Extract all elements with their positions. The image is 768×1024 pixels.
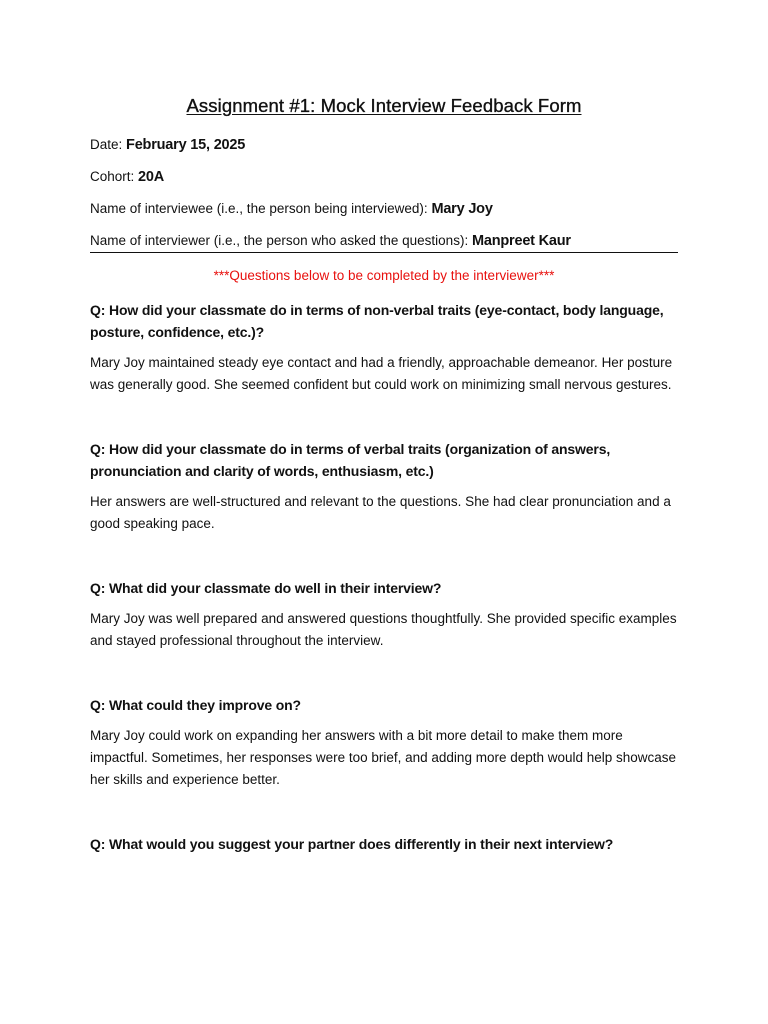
question-block-verbal (90, 438, 678, 535)
interviewer-notice: ***Questions below to be completed by the interviewer*** (213, 268, 555, 283)
horizontal-divider (90, 252, 678, 253)
question-heading: Q: What did your classmate do well in their interview? (90, 580, 442, 596)
question-heading: Q: What could they improve on? (90, 697, 301, 713)
question-heading: Q: How did your classmate do in terms of non-verbal traits (eye-contact, body language, posture, confidence, etc.)? (90, 302, 664, 340)
answer-text: Mary Joy was well prepared and answered questions thoughtfully. She provided specific examples and stayed professional throughout the interview. (90, 611, 677, 648)
cohort-field (90, 167, 678, 187)
page-title: Assignment #1: Mock Interview Feedback Form (186, 95, 582, 116)
form-content (90, 94, 678, 928)
question-heading: Q: What would you suggest your partner does differently in their next interview? (90, 836, 614, 852)
interviewer-label: Name of interviewer (i.e., the person who asked the questions): (90, 233, 472, 248)
question-block-did-well (90, 577, 678, 652)
question-block-improve (90, 694, 678, 791)
interviewee-value: Mary Joy (431, 201, 493, 217)
answer-text: Mary Joy could work on expanding her answers with a bit more detail to make them more impactful. Sometimes, her responses were too brief, and adding more depth would help showcase her skills and experience better. (90, 728, 677, 787)
interviewer-field (90, 231, 678, 251)
cohort-value: 20A (138, 169, 165, 185)
interviewee-label: Name of interviewee (i.e., the person being interviewed): (90, 201, 432, 216)
answer-text (90, 864, 678, 886)
question-heading: Q: How did your classmate do in terms of verbal traits (organization of answers, pronunciation and clarity of words, enthusiasm, etc.) (90, 441, 611, 479)
answer-text: Mary Joy maintained steady eye contact and had a friendly, approachable demeanor. Her posture was generally good. She seemed confident but could work on minimizing small nervous gestures. (90, 355, 673, 392)
question-block-nonverbal (90, 299, 678, 396)
date-value: February 15, 2025 (126, 137, 246, 153)
question-block-suggestion (90, 833, 678, 886)
answer-text: Her answers are well-structured and relevant to the questions. She had clear pronunciation and a good speaking pace. (90, 494, 671, 531)
date-field (90, 135, 678, 155)
interviewee-field (90, 199, 678, 219)
date-label: Date: (90, 137, 127, 152)
cohort-label: Cohort: (90, 169, 139, 184)
interviewer-value: Manpreet Kaur (471, 233, 571, 249)
